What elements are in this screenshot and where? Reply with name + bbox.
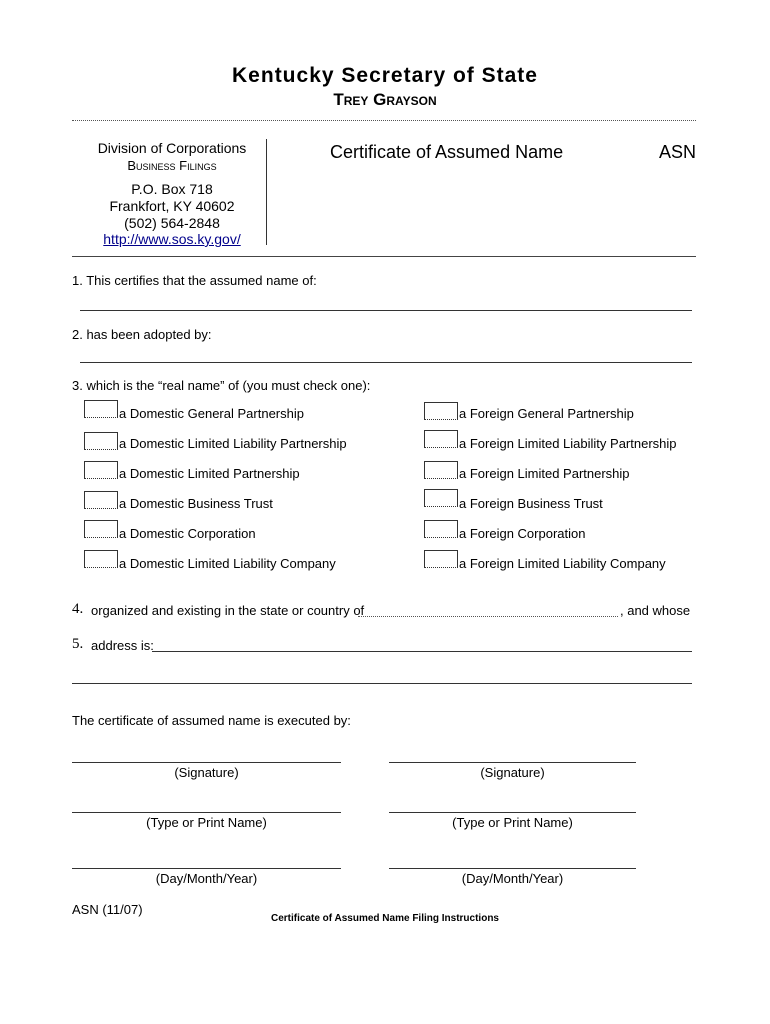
print-name-line-2[interactable] bbox=[389, 812, 636, 813]
option-label: a Foreign Limited Partnership bbox=[459, 466, 630, 481]
assumed-name-field[interactable] bbox=[80, 310, 692, 311]
checkbox-foreign-general-partnership[interactable] bbox=[424, 402, 458, 420]
adopted-by-field[interactable] bbox=[80, 362, 692, 363]
checkbox-foreign-llc[interactable] bbox=[424, 550, 458, 568]
option-label: a Foreign Limited Liability Company bbox=[459, 556, 666, 571]
vertical-divider bbox=[266, 139, 267, 245]
section-divider bbox=[72, 256, 696, 257]
website-link[interactable]: http://www.sos.ky.gov/ bbox=[103, 231, 241, 247]
state-country-field[interactable] bbox=[358, 616, 618, 617]
division-name: Division of Corporations bbox=[97, 140, 247, 156]
unit-name: Business Filings bbox=[127, 158, 217, 173]
checkbox-domestic-corporation[interactable] bbox=[84, 520, 118, 538]
option-label: a Domestic Business Trust bbox=[119, 496, 273, 511]
date-line-1[interactable] bbox=[72, 868, 341, 869]
question-5: address is: bbox=[91, 638, 154, 653]
option-label: a Domestic General Partnership bbox=[119, 406, 304, 421]
checkbox-foreign-business-trust[interactable] bbox=[424, 489, 458, 507]
checkbox-domestic-general-partnership[interactable] bbox=[84, 400, 118, 418]
question-4-suffix: , and whose bbox=[620, 603, 691, 618]
date-caption-2: (Day/Month/Year) bbox=[461, 871, 564, 886]
option-label: a Foreign Business Trust bbox=[459, 496, 603, 511]
signature-line-2[interactable] bbox=[389, 762, 636, 763]
form-version: ASN (11/07) bbox=[72, 902, 143, 917]
signature-caption-2: (Signature) bbox=[480, 765, 545, 780]
option-label: a Domestic Limited Liability Partnership bbox=[119, 436, 347, 451]
option-label: a Domestic Limited Partnership bbox=[119, 466, 300, 481]
checkbox-domestic-llp[interactable] bbox=[84, 432, 118, 450]
checkbox-domestic-llc[interactable] bbox=[84, 550, 118, 568]
option-label: a Foreign Limited Liability Partnership bbox=[459, 436, 677, 451]
header-divider bbox=[72, 120, 696, 121]
option-label: a Foreign Corporation bbox=[459, 526, 586, 541]
checkbox-foreign-corporation[interactable] bbox=[424, 520, 458, 538]
checkbox-domestic-limited-partnership[interactable] bbox=[84, 461, 118, 479]
question-1: 1. This certifies that the assumed name of: bbox=[72, 273, 317, 288]
form-code: ASN bbox=[659, 142, 697, 162]
po-box: P.O. Box 718 bbox=[131, 181, 213, 197]
question-4-number: 4. bbox=[72, 601, 84, 617]
address-field-2[interactable] bbox=[72, 683, 692, 684]
question-3: 3. which is the “real name” of (you must check one): bbox=[72, 378, 371, 393]
option-label: a Foreign General Partnership bbox=[459, 406, 634, 421]
execution-statement: The certificate of assumed name is executed by: bbox=[72, 713, 351, 728]
print-name-line-1[interactable] bbox=[72, 812, 341, 813]
signature-caption-1: (Signature) bbox=[174, 765, 239, 780]
checkbox-domestic-business-trust[interactable] bbox=[84, 491, 118, 509]
print-name-caption-1: (Type or Print Name) bbox=[146, 815, 267, 830]
city-state-zip: Frankfort, KY 40602 bbox=[109, 198, 235, 214]
question-5-number: 5. bbox=[72, 636, 84, 652]
signature-line-1[interactable] bbox=[72, 762, 341, 763]
date-line-2[interactable] bbox=[389, 868, 636, 869]
state-title: Kentucky Secretary of State bbox=[232, 64, 538, 87]
print-name-caption-2: (Type or Print Name) bbox=[452, 815, 573, 830]
phone-number: (502) 564-2848 bbox=[124, 215, 220, 231]
question-2: 2. has been adopted by: bbox=[72, 327, 212, 342]
option-label: a Domestic Limited Liability Company bbox=[119, 556, 336, 571]
official-name: Trey Grayson bbox=[333, 90, 437, 109]
question-4: organized and existing in the state or country of bbox=[91, 603, 365, 618]
form-title: Certificate of Assumed Name bbox=[330, 142, 564, 162]
date-caption-1: (Day/Month/Year) bbox=[155, 871, 258, 886]
checkbox-foreign-llp[interactable] bbox=[424, 430, 458, 448]
instructions-title: Certificate of Assumed Name Filing Instructions bbox=[270, 913, 499, 924]
address-field-1[interactable] bbox=[152, 651, 692, 652]
option-label: a Domestic Corporation bbox=[119, 526, 256, 541]
checkbox-foreign-limited-partnership[interactable] bbox=[424, 461, 458, 479]
